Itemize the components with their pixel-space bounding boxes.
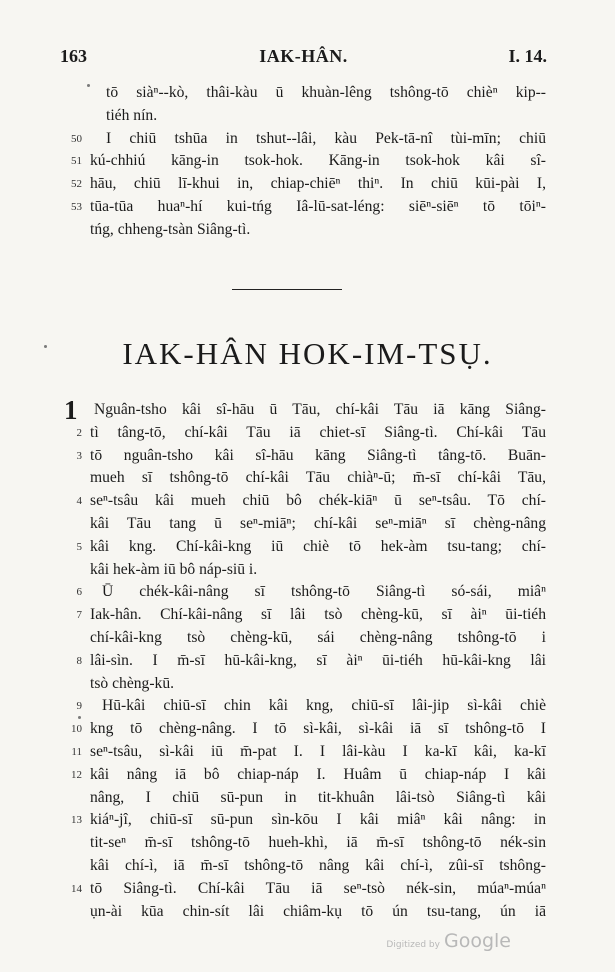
- chapter-number: 1: [64, 395, 78, 425]
- text-line: kâi hek-àm iū bô náp-siū i.: [90, 560, 258, 578]
- verse-number: 2: [76, 426, 82, 439]
- verse-number: 10: [71, 723, 82, 736]
- text-line: Nguân-tsho kâi sî-hāu ū Tāu, chí-kâi Tāu iā kāng Siâng-: [94, 401, 546, 418]
- text-line: tūa-tūa huaⁿ-hí kui-tńg Iâ-lū-sat-léng: siēⁿ-siēⁿ tō tōiⁿ-: [90, 198, 546, 215]
- watermark-prefix: Digitized by: [386, 940, 440, 950]
- section-divider: [232, 289, 342, 290]
- verse-number: 5: [76, 540, 82, 553]
- verse-number: 51: [71, 155, 82, 168]
- verse-number: 13: [71, 814, 82, 827]
- text-line: seⁿ-tsâu kâi mueh chiū bô chék-kiāⁿ ū seⁿ-tsâu. Tō chí-: [90, 492, 546, 510]
- text-line: Ū chék-kâi-nâng sī tshông-tō Siâng-tì só-sái, miâⁿ: [102, 583, 546, 601]
- text-line: tiéh nín.: [106, 106, 158, 124]
- verse-number: 12: [71, 768, 82, 781]
- verse-number: [56, 673, 82, 695]
- google-logo: Google: [443, 930, 511, 952]
- text-line: tō Siâng-tì. Chí-kâi Tāu iā seⁿ-tsò nék-sin, múaⁿ-múaⁿ: [90, 879, 546, 897]
- text-line: kú-chhiú kāng-in tsok-hok. Kāng-in tsok-hok kâi sî-: [90, 152, 546, 170]
- text-line: kâi chí-ì, iā m̄-sī tshông-tō nâng kâi chí-ì, zûi-sī tshông-: [90, 857, 546, 874]
- text-line: kiáⁿ-jî, chiū-sī sū-pun sìn-kōu I kâi miâⁿ kâi nâng: in: [90, 811, 546, 829]
- text-line: tì tâng-tō, chí-kâi Tāu iā chiet-sī Siâng-tì. Chí-kâi Tāu: [90, 423, 546, 441]
- verse-number: [56, 901, 82, 923]
- verse-number: 8: [76, 654, 82, 667]
- verse-number: [56, 467, 82, 489]
- verse-number: 14: [71, 882, 82, 895]
- verse-number: [56, 105, 82, 127]
- text-line: tńg, chheng-tsàn Siâng-tì.: [90, 220, 251, 238]
- text-line: seⁿ-tsâu, sì-kâi iū m̄-pat I. I lâi-kàu I ka-kī kâi, ka-kī: [90, 743, 546, 760]
- text-line: chí-kâi-kng tsò chèng-kū, sái chèng-nâng tshông-tō i: [90, 629, 546, 646]
- book-title: IAK-HÂN HOK-IM-TSỤ.: [122, 336, 493, 371]
- digitized-by-google-watermark: [386, 930, 511, 952]
- text-line: ụn-ài kūa chin-sít lâi chiâm-kụ tō ún tsu-tang, ún iā: [90, 902, 546, 920]
- text-line: kng tō chèng-nâng. I tō sì-kâi, sì-kâi iā sī tshông-tō I: [90, 720, 546, 738]
- text-line: tō nguân-tsho kâi sî-hāu kāng Siâng-tì tâng-tō. Buān-: [90, 446, 546, 464]
- scan-speck: [78, 716, 81, 719]
- text-line: mueh sī tshông-tō chí-kâi Tāu chiàⁿ-ū; m̄-sī chí-kâi Tāu,: [90, 469, 546, 487]
- text-line: tsò chèng-kū.: [90, 674, 175, 692]
- text-line: kâi nâng iā bô chiap-náp I. Huâm ū chiap-náp I kâi: [90, 765, 546, 783]
- verse-number: 9: [76, 700, 82, 713]
- text-line: tō siàⁿ--kò, thâi-kàu ū khuàn-lêng tshông-tō chièⁿ kip--: [106, 84, 546, 101]
- verse-number: [56, 627, 82, 649]
- scan-speck: [44, 345, 47, 348]
- text-line: Iak-hân. Chí-kâi-nâng sī lâi tsò chèng-kū, sī àiⁿ ūi-tiéh: [90, 606, 546, 624]
- verse-number: 52: [71, 178, 82, 191]
- verse-number: 11: [71, 746, 82, 758]
- verse-number: 6: [76, 586, 82, 599]
- verse-number: [56, 219, 82, 241]
- text-line: tit-seⁿ m̄-sī tshông-tō hueh-khì, iā m̄-sī tshông-tō nék-sin: [90, 834, 546, 852]
- verse-number: [56, 787, 82, 809]
- text-line: kâi Tāu tang ū seⁿ-miāⁿ; chí-kâi seⁿ-miāⁿ sī chèng-nâng: [90, 515, 546, 532]
- verse-number: [56, 559, 82, 581]
- scan-speck: [87, 84, 90, 87]
- verse-number: [56, 513, 82, 535]
- verse-number: [56, 82, 82, 104]
- verse-number: 7: [76, 609, 82, 622]
- chapter-reference: I. 14.: [508, 46, 547, 66]
- text-line: kâi kng. Chí-kâi-kng iū chiè tō hek-àm tsu-tang; chí-: [90, 537, 546, 555]
- page-number: 163: [60, 46, 87, 66]
- verse-number: [56, 855, 82, 877]
- verse-number: 4: [76, 495, 82, 508]
- running-header: [60, 46, 547, 70]
- verse-number: [56, 832, 82, 854]
- verse-number: 53: [71, 201, 82, 213]
- verse-number: [56, 399, 82, 421]
- verse-number: 50: [71, 132, 82, 145]
- text-line: nâng, I chiū sū-pun in tit-khuân lâi-tsò Siâng-tì kâi: [90, 788, 546, 806]
- text-line: I chiū tshūa in tshut--lâi, kàu Pek-tā-nî tùi-mīn; chiū: [106, 129, 546, 147]
- text-line: lâi-sìn. I m̄-sī hū-kâi-kng, sī àiⁿ ūi-tiéh hū-kâi-kng lâi: [90, 651, 546, 669]
- text-line: hāu, chiū lī-khui in, chiap-chiēⁿ thiⁿ. In chiū kūi-pài I,: [90, 175, 546, 193]
- running-title: IAK-HÂN.: [259, 46, 348, 66]
- text-line: Hū-kâi chiū-sī chin kâi kng, chiū-sī lâi-jip sì-kâi chiè: [102, 697, 546, 715]
- verse-number: 3: [76, 449, 82, 462]
